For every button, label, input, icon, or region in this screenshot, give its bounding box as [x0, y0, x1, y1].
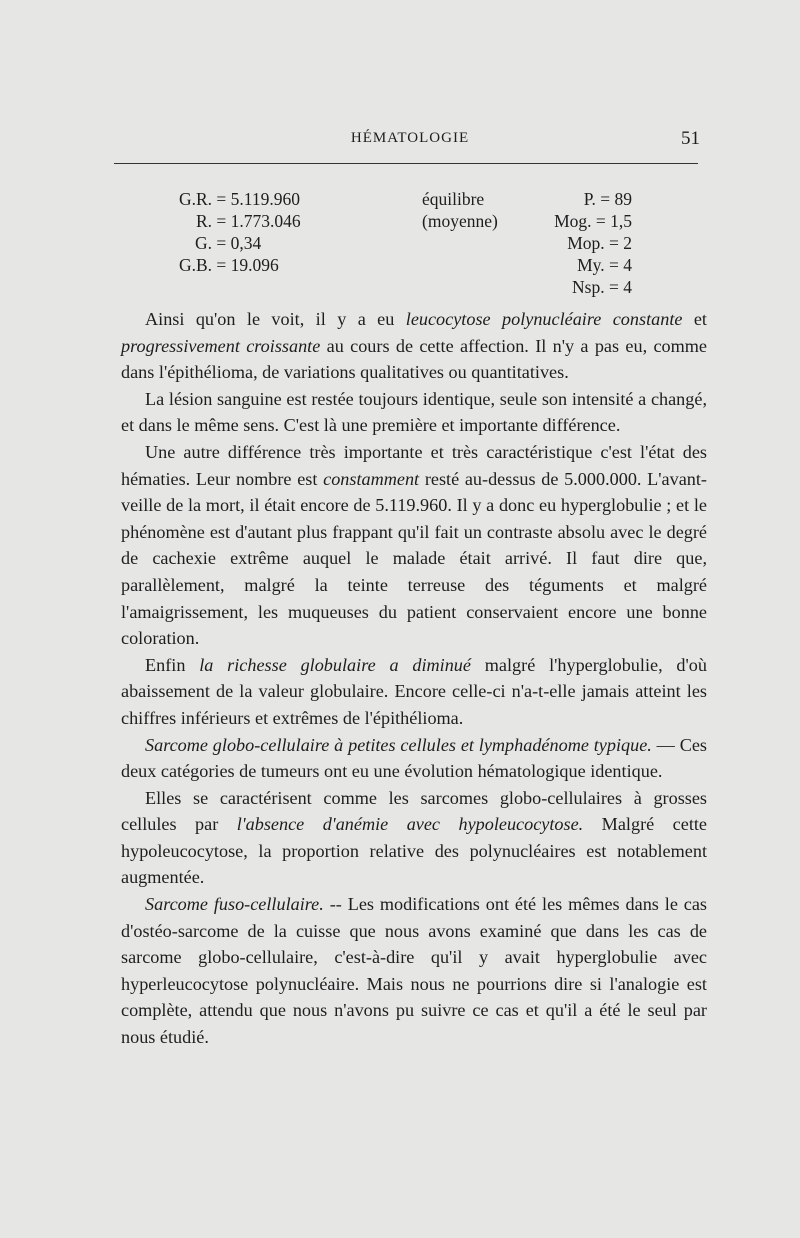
- blood-count-row: [170, 254, 340, 276]
- formula-row: [512, 276, 632, 298]
- running-header: [120, 130, 700, 154]
- section-paragraph: [121, 732, 707, 785]
- formula-row: [512, 232, 632, 254]
- text-run: resté au-dessus de 5.000.000. L'avant-veille de la mort, il était encore de 5.119.960. Il y a donc eu hyperglobulie ; et le phénomène est d'autant plus frappant qu'il fait un contraste absolu avec le degré de cachexie extrême auquel le malade était arrivé. Il faut dire que, parallèlement, malgré la teinte terreuse des téguments et malgré l'amaigrissement, les muqueuses du patient conservaient encore une bonne coloration.: [121, 468, 707, 649]
- formula-label: Mog.: [554, 211, 592, 231]
- blood-count-left-column: [170, 188, 340, 276]
- count-value: = 1.773.046: [216, 211, 301, 231]
- count-label: R.: [195, 211, 212, 231]
- page-number: 51: [681, 128, 700, 149]
- formula-row: [512, 188, 632, 210]
- text-run: au cours de cette affection. Il n'y a pas eu, comme dans l'épithélioma, de variations qualitatives ou quantitatives.: [121, 335, 707, 383]
- formula-value: = 1,5: [595, 211, 632, 231]
- count-value: = 5.119.960: [216, 189, 300, 209]
- formula-row: [512, 210, 632, 232]
- formula-value: = 4: [609, 277, 632, 297]
- text-run: Ainsi qu'on le voit, il y a eu: [145, 309, 406, 329]
- text-run: Malgré cette hypoleucocytose, la proportion relative des polynucléaires est notablement augmentée.: [121, 814, 707, 888]
- formula-label: Mop.: [567, 233, 605, 253]
- formula-label: P.: [583, 189, 596, 209]
- italic-run: leucocytose polynucléaire constante: [405, 309, 683, 329]
- blood-count-row: [170, 232, 340, 254]
- header-rule: [114, 163, 698, 164]
- italic-run: la richesse globulaire a diminué: [199, 654, 471, 675]
- formula-value: = 2: [609, 233, 632, 253]
- body-text: [121, 306, 707, 1051]
- italic-run: l'absence d'anémie avec hypoleucocytose.: [236, 814, 584, 835]
- formula-value: = 4: [609, 255, 632, 275]
- formula-label: Nsp.: [572, 277, 605, 297]
- blood-count-row: [170, 210, 340, 232]
- count-label: G.R.: [178, 189, 212, 209]
- section-paragraph: [121, 891, 707, 1051]
- italic-run: progressivement croissante: [121, 335, 321, 356]
- paragraph: [121, 306, 707, 386]
- formula-row: [512, 254, 632, 276]
- section-heading: Sarcome globo-cellulaire à petites cellules et lymphadénome typique.: [145, 734, 652, 755]
- text-run: Une autre différence très importante et très caractéristique c'est l'état des hématies. Leur nombre est: [121, 441, 707, 489]
- paragraph: [121, 785, 707, 891]
- text-run: Enfin: [145, 654, 200, 675]
- count-value: = 19.096: [216, 255, 279, 275]
- text-run: -- Les modifications ont été les mêmes dans le cas d'ostéo-sarcome de la cuisse que nous avons examiné que dans les cas de sarcome globo-cellulaire, c'est-à-dire qu'il y avait hyperglobulie avec hyperleucocytose polynucléaire. Mais nous ne pourrions dire si l'analogie est complète, attendu que nous n'avons pu suivre ce cas et qu'il a été le seul par nous étudié.: [121, 894, 708, 1048]
- count-label: G.B.: [178, 255, 212, 275]
- count-value: = 0,34: [216, 233, 262, 253]
- text-run: Elles se caractérisent comme les sarcomes globo-cellulaires à grosses cellules par: [121, 787, 707, 835]
- formula-label: My.: [577, 255, 605, 275]
- italic-run: constamment: [323, 468, 420, 489]
- balance-note: équilibre: [422, 189, 485, 209]
- text-run: malgré l'hyperglobulie, d'où abaissement de la valeur globulaire. Encore celle-ci n'a-t-elle jamais atteint les chiffres inférieurs et extrêmes de l'épithélioma.: [121, 654, 707, 728]
- formula-value: = 89: [600, 189, 632, 209]
- blood-count-right-column: [512, 188, 632, 298]
- paragraph: [121, 439, 707, 652]
- count-label: G.: [194, 233, 212, 253]
- balance-note: (moyenne): [422, 211, 498, 231]
- paragraph: La lésion sanguine est restée toujours identique, seule son intensité a changé, et dans le même sens. C'est là une première et importante différence.: [121, 388, 707, 436]
- paragraph: [121, 652, 707, 732]
- text-run: et: [682, 309, 707, 329]
- section-heading: Sarcome fuso-cellulaire.: [145, 894, 324, 915]
- blood-count-row: [170, 188, 340, 210]
- running-title: HÉMATOLOGIE: [350, 130, 470, 146]
- text-run: — Ces deux catégories de tumeurs ont eu une évolution hématologique identique.: [121, 734, 707, 782]
